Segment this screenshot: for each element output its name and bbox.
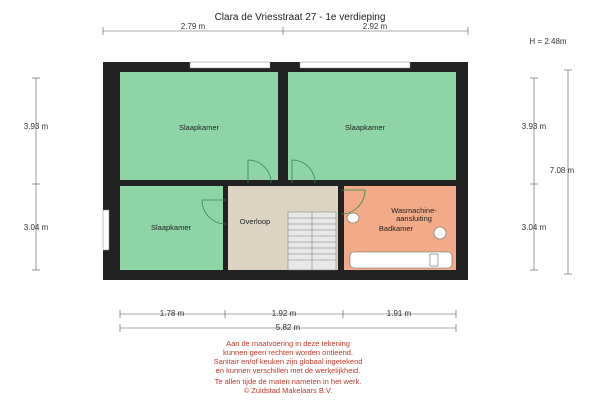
window-top-right xyxy=(300,62,410,68)
disclaimer xyxy=(214,339,363,395)
label-wasmachine-2: aansluiting xyxy=(396,214,432,223)
dim-bottom-right: 1.91 m xyxy=(386,309,412,318)
disclaimer-line-6: © Zuidstad Makelaars B.V. xyxy=(243,386,333,395)
window-left xyxy=(103,210,109,250)
tap-icon xyxy=(430,254,438,266)
dim-left-lower: 3.04 m xyxy=(23,223,49,232)
sink-icon xyxy=(434,227,446,239)
disclaimer-line-1: Aan de maatvoering in deze tekening xyxy=(226,339,350,348)
label-slaapkamer-bottom-left: Slaapkamer xyxy=(150,223,192,232)
window-top-left xyxy=(190,62,270,68)
dim-bottom-mid: 1.92 m xyxy=(271,309,297,318)
label-badkamer: Badkamer xyxy=(378,224,414,233)
dim-left-upper: 3.93 m xyxy=(23,122,49,131)
dim-right-upper: 3.93 m xyxy=(521,122,547,131)
plan-title: Clara de Vriesstraat 27 - 1e verdieping xyxy=(214,12,386,23)
dim-right-total: 7.08 m xyxy=(549,166,575,175)
dim-bottom-total: 5.82 m xyxy=(275,323,301,332)
staircase xyxy=(288,212,336,270)
label-slaapkamer-top-left: Slaapkamer xyxy=(178,123,220,132)
disclaimer-line-2: kunnen geen rechten worden ontleend. xyxy=(222,348,354,357)
dim-right-lower: 3.04 m xyxy=(521,223,547,232)
ceiling-height-label: H = 2.48m xyxy=(529,37,567,46)
left-dimension-line xyxy=(32,78,40,270)
toilet-icon xyxy=(347,213,359,223)
disclaimer-line-3: Sanitair en/of keuken zijn globaal ingetekend xyxy=(213,357,363,366)
dim-top-right: 2.92 m xyxy=(362,22,388,31)
top-dimension-line xyxy=(103,27,468,35)
label-wasmachine-1: Wasmachine- xyxy=(391,206,437,215)
disclaimer-line-5: Te allen tijde de maten nameten in het werk. xyxy=(214,377,362,386)
dim-bottom-left: 1.78 m xyxy=(159,309,185,318)
label-overloop: Overloop xyxy=(239,217,271,226)
dim-top-left: 2.79 m xyxy=(180,22,206,31)
label-slaapkamer-top-right: Slaapkamer xyxy=(344,123,386,132)
disclaimer-line-4: en kunnen verschillen met de werkelijkheid. xyxy=(215,366,361,375)
